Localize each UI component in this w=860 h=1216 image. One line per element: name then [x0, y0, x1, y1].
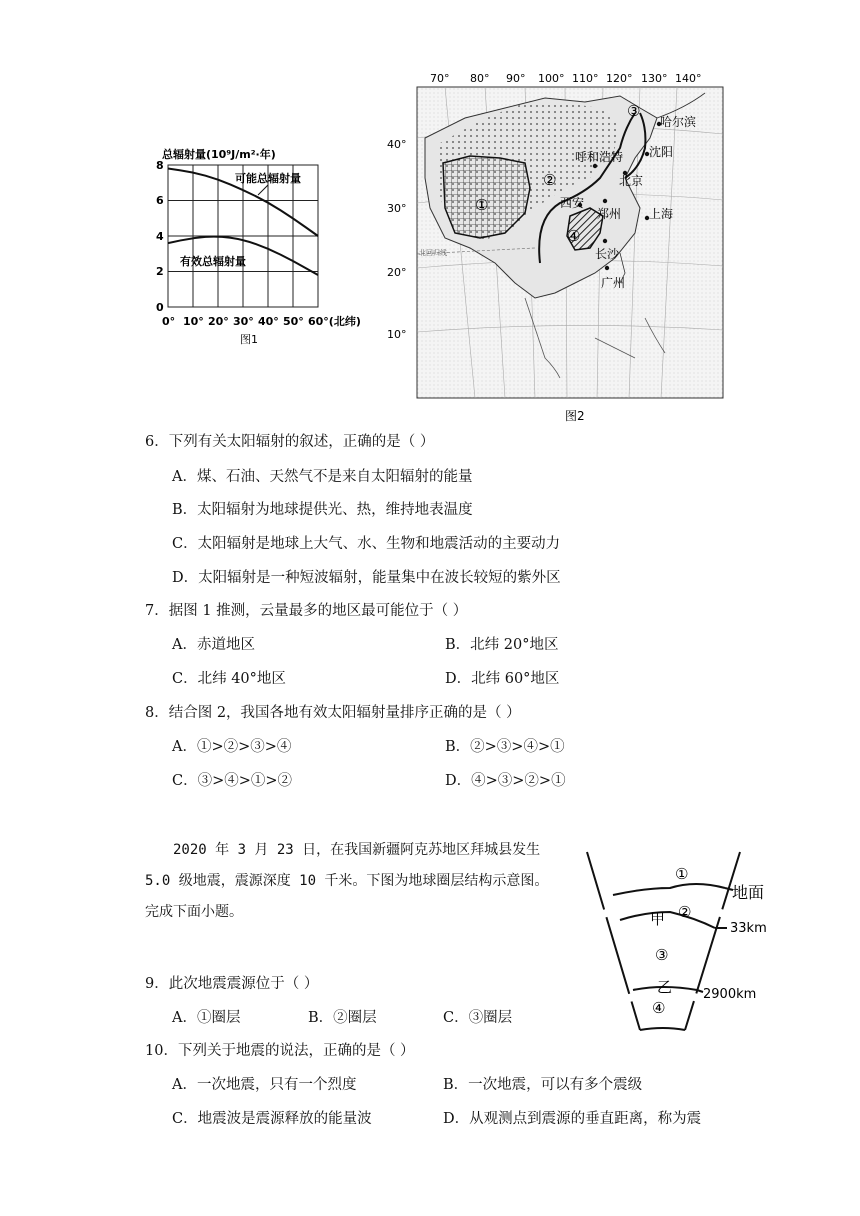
question-9-option-c[interactable]: C．③圈层 [443, 1010, 513, 1026]
earth-layer-diagram [585, 850, 785, 1040]
city-dot [603, 239, 607, 243]
lon-label: 120° [606, 72, 633, 85]
figure-2 [385, 68, 730, 428]
question-6-option-b[interactable]: B．太阳辐射为地球提供光、热，维持地表温度 [172, 502, 473, 518]
ytick: 4 [156, 230, 164, 243]
lon-label: 140° [675, 72, 702, 85]
city-label: 哈尔滨 [660, 115, 697, 129]
question-7-option-d[interactable]: D．北纬 60°地区 [445, 671, 560, 687]
depth-label-2900km: 2900km [703, 987, 757, 1002]
lat-label: 40° [387, 138, 407, 151]
city-label: 北京 [619, 174, 644, 188]
leader-line [258, 185, 268, 195]
layer-label-1: ① [675, 865, 689, 883]
ytick: 2 [156, 265, 164, 278]
latitude-labels [387, 138, 407, 341]
question-8-option-a[interactable]: A．①>②>③>④ [172, 739, 292, 755]
wedge-right-edge [685, 852, 740, 1030]
radiation-chart [150, 143, 380, 348]
city-label: 沈阳 [649, 145, 674, 159]
question-10-option-a[interactable]: A．一次地震，只有一个烈度 [172, 1077, 357, 1093]
question-8-option-d[interactable]: D．④>③>②>① [445, 773, 566, 789]
xtick: 40° [258, 315, 279, 328]
xtick: 0° [162, 315, 176, 328]
question-9-stem: 9．此次地震震源位于（ ） [145, 976, 319, 992]
question-10-option-b[interactable]: B．一次地震，可以有多个震级 [443, 1077, 643, 1093]
ytick: 8 [156, 159, 164, 172]
label-possible: 可能总辐射量 [235, 172, 301, 185]
question-8-stem: 8．结合图 2，我国各地有效太阳辐射量排序正确的是（ ） [145, 705, 521, 721]
city-dot [593, 164, 597, 168]
lon-label: 110° [572, 72, 599, 85]
layer-label-jia: 甲 [650, 910, 666, 928]
question-9-option-a[interactable]: A．①圈层 [172, 1010, 241, 1026]
question-6-option-a[interactable]: A．煤、石油、天然气不是来自太阳辐射的能量 [172, 469, 473, 485]
xtick: 20° [208, 315, 229, 328]
bottom-arc [640, 1028, 685, 1030]
chart-yticks [156, 159, 164, 314]
ytick: 0 [156, 301, 164, 314]
question-7-option-a[interactable]: A．赤道地区 [172, 637, 255, 653]
city-label: 西安 [560, 196, 585, 210]
xtick: 10° [183, 315, 204, 328]
earthquake-passage: 2020 年 3 月 23 日，在我国新疆阿克苏地区拜城县发生 5.0 级地震，震源深度 10 千米。下图为地球圈层结构示意图。完成下面小题。 [145, 842, 549, 920]
ytick: 6 [156, 194, 164, 207]
depth-label-33km: 33km [730, 921, 767, 936]
layer-label-3: ③ [655, 946, 669, 964]
city-dot [603, 199, 607, 203]
surface-label: 地面 [732, 883, 765, 902]
region-label-2: ② [543, 171, 557, 189]
xtick: 50° [283, 315, 304, 328]
lon-label: 90° [506, 72, 526, 85]
region-label-4: ④ [567, 227, 581, 245]
question-10-option-d[interactable]: D．从观测点到震源的垂直距离，称为震 [443, 1111, 702, 1127]
city-dot [605, 266, 609, 270]
surface-line [613, 884, 725, 895]
moho-line [620, 912, 715, 928]
lon-label: 80° [470, 72, 490, 85]
earth-layer-figure [585, 850, 785, 1040]
chart-grid [168, 165, 318, 307]
question-9-option-b[interactable]: B．②圈层 [308, 1010, 377, 1026]
lon-label: 70° [430, 72, 450, 85]
question-7-stem: 7．据图 1 推测，云量最多的地区最可能位于（ ） [145, 603, 468, 619]
city-label: 呼和浩特 [575, 150, 624, 164]
region-label-3: ③ [627, 102, 641, 120]
lat-label: 10° [387, 328, 407, 341]
city-label: 上海 [649, 207, 674, 221]
china-map [385, 68, 730, 428]
lon-label: 100° [538, 72, 565, 85]
question-8-option-c[interactable]: C．③>④>①>② [172, 773, 293, 789]
label-effective: 有效总辐射量 [180, 255, 246, 268]
layer-label-2: ② [678, 903, 692, 921]
question-6-option-d[interactable]: D．太阳辐射是一种短波辐射，能量集中在波长较短的紫外区 [172, 570, 561, 586]
question-7-option-c[interactable]: C．北纬 40°地区 [172, 671, 286, 687]
layer-label-yi: 乙 [657, 978, 673, 996]
figure-1 [150, 143, 380, 348]
xtick: 30° [233, 315, 254, 328]
lon-label: 130° [641, 72, 668, 85]
xtick: 60°(北纬) [308, 315, 361, 328]
city-label: 长沙 [595, 247, 620, 261]
question-8-option-b[interactable]: B．②>③>④>① [445, 739, 565, 755]
city-label: 广州 [601, 276, 626, 290]
figure-caption: 图2 [565, 409, 585, 423]
chart-ylabel: 总辐射量(10⁹J/m²·年) [162, 148, 276, 161]
question-10-stem: 10．下列关于地震的说法，正确的是（ ） [145, 1043, 415, 1059]
question-6-stem: 6．下列有关太阳辐射的叙述，正确的是（ ） [145, 434, 435, 450]
wedge-left-edge [587, 852, 640, 1030]
figure-caption: 图1 [240, 333, 258, 346]
question-10-option-c[interactable]: C．地震波是震源释放的能量波 [172, 1111, 372, 1127]
region-label-1: ① [475, 196, 489, 214]
tropic-label: 北回归线 [419, 249, 447, 257]
lat-label: 20° [387, 266, 407, 279]
chart-xticks [162, 314, 361, 328]
longitude-labels [430, 72, 702, 85]
layer-label-4: ④ [652, 999, 666, 1017]
lat-label: 30° [387, 202, 407, 215]
question-6-option-c[interactable]: C．太阳辐射是地球上大气、水、生物和地震活动的主要动力 [172, 536, 561, 552]
question-7-option-b[interactable]: B．北纬 20°地区 [445, 637, 559, 653]
city-label: 郑州 [597, 207, 622, 221]
